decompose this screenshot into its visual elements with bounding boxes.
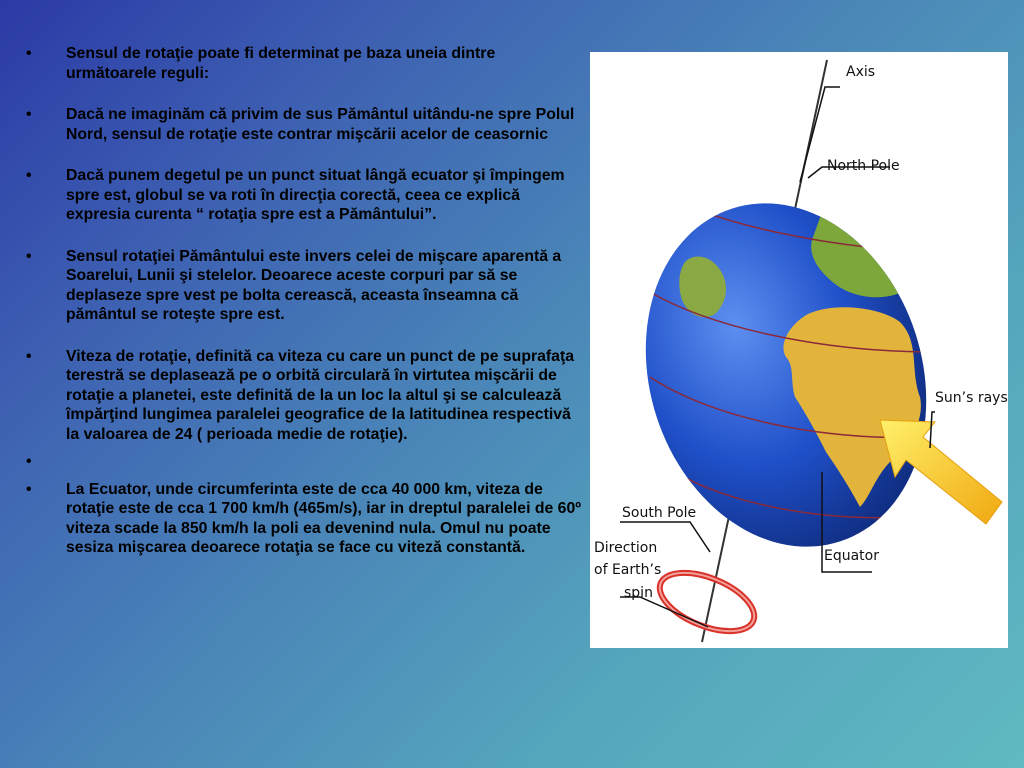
bullet-item <box>26 247 582 325</box>
bullet-item <box>26 44 582 83</box>
suns-rays-arrow <box>880 420 1002 524</box>
bullet-item <box>26 166 582 225</box>
bullet-text: Sensul rotaţiei Pământului este invers celei de mişcare aparentă a Soarelui, Lunii şi stelelor. Deoarece aceste corpuri par să se deplaseze spre vest pe bolta cerească, aceasta înseamna că pământul se roteşte spre est. <box>66 247 562 323</box>
bullet-item <box>26 347 582 445</box>
bullet-item <box>26 105 582 144</box>
label-north-pole: North Pole <box>827 158 900 174</box>
bullet-text: Sensul de rotaţie poate fi determinat pe baza uneia dintre următoarele reguli: <box>66 45 496 82</box>
label-direction-line3: spin <box>624 585 653 601</box>
bullet-list <box>26 44 582 580</box>
bullet-marker: • <box>26 45 32 62</box>
earth-rotation-figure <box>590 52 1008 648</box>
bullet-item-empty <box>26 452 582 472</box>
suns-rays-callout <box>930 412 935 448</box>
label-suns-rays: Sun’s rays <box>935 390 1008 406</box>
label-axis: Axis <box>846 64 876 80</box>
bullet-marker: • <box>26 480 32 498</box>
bullet-marker: • <box>26 347 32 365</box>
bullet-text: Dacă punem degetul pe un punct situat lângă ecuator şi împingem spre est, globul se va roti în direcţia corectă, ceea ce explică expresia curenta “ rotaţia spre est a Pământului”. <box>66 167 565 223</box>
bullet-text <box>66 453 70 470</box>
label-south-pole: South Pole <box>622 505 697 521</box>
bullet-marker: • <box>26 167 32 184</box>
bullet-text: Viteza de rotaţie, definită ca viteza cu care un punct de pe suprafaţa terestră se deplasează pe o orbită circulară în virtutea mişcării de rotaţie a planetei, este definită de la un loc la altul şi se calculează împărţind lungimea paralelei geografice de la latitudinea respectivă la valoarea de 24 ( perioada medie de rotaţie). <box>66 347 574 443</box>
bullet-item <box>26 480 582 558</box>
bullet-marker: • <box>26 453 32 470</box>
earth-rotation-diagram <box>590 52 1008 648</box>
label-direction-line1: Direction <box>594 540 658 556</box>
bullet-text: La Ecuator, unde circumferinta este de cca 40 000 km, viteza de rotaţie este de cca 1 700 km/h (465m/s), iar in dreptul paralelei de 60º viteza scade la 850 km/h la poli ea devenind nula. Omul nu poate sesiza mişcarea deoarece rotaţia se face cu viteză constantă. <box>66 480 582 556</box>
label-direction-line2: of Earth’s <box>594 562 662 578</box>
spin-direction-ring <box>652 561 763 643</box>
label-equator: Equator <box>824 548 879 564</box>
bullet-marker: • <box>26 106 32 123</box>
bullet-marker: • <box>26 247 32 265</box>
bullet-text: Dacă ne imaginăm că privim de sus Pământul uitându-ne spre Polul Nord, sensul de rotaţie este contrar mişcării acelor de ceasornic <box>66 106 575 143</box>
